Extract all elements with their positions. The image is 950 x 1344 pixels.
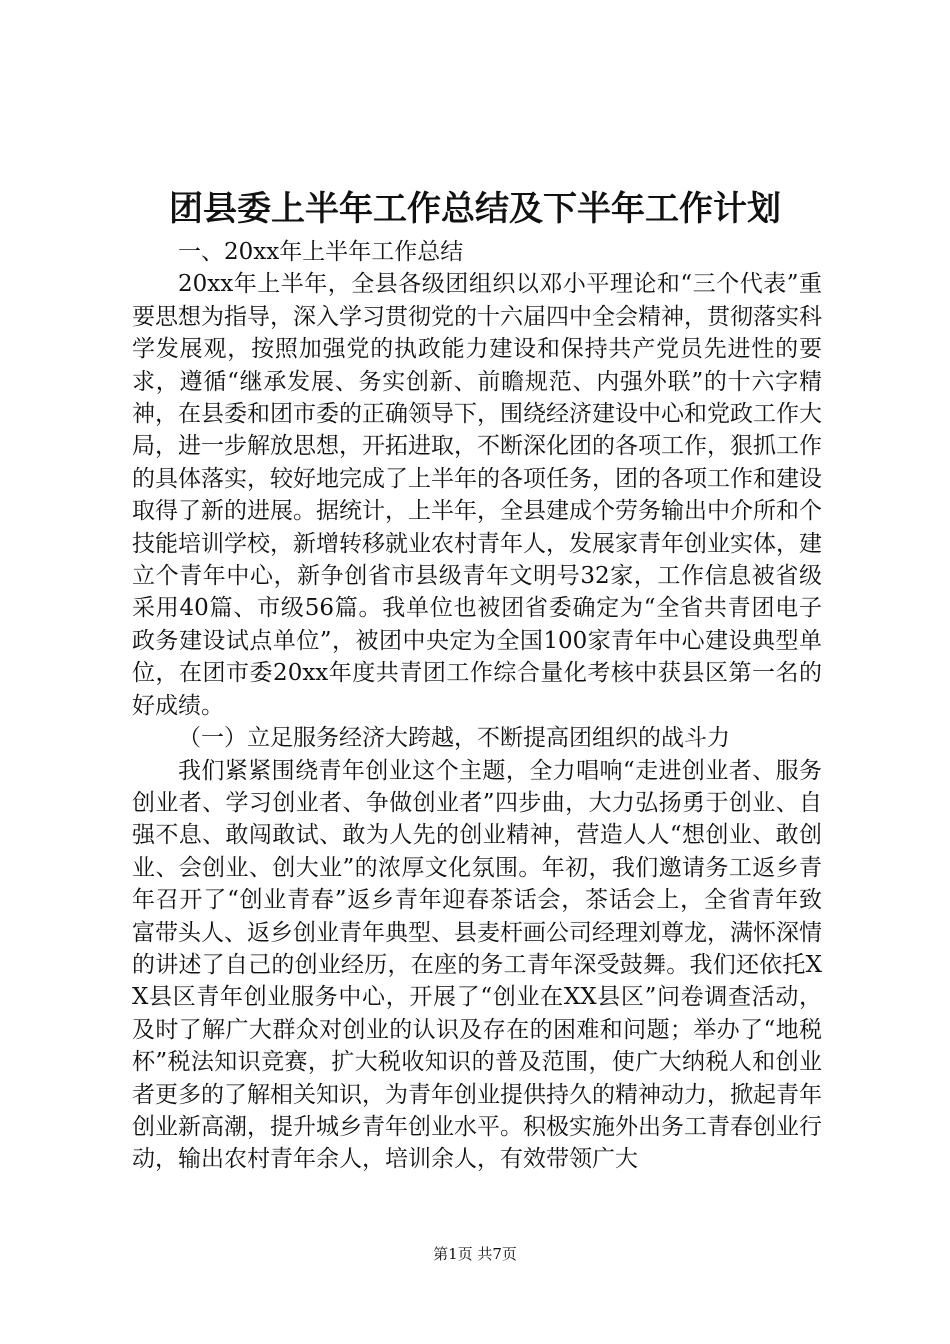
document-body xyxy=(132,236,822,1176)
body-paragraph-2: 我们紧紧围绕青年创业这个主题，全力唱响“走进创业者、服务创业者、学习创业者、争做创业者”四步曲，大力弘扬勇于创业、自强不息、敢闯敢试、敢为人先的创业精神，营造人人“想创业、敢创业、会创业、创大业”的浓厚文化氛围。年初，我们邀请务工返乡青年召开了“创业青春”返乡青年迎春茶话会，茶话会上，全省青年致富带头人、返乡创业青年典型、县麦杆画公司经理刘尊龙，满怀深情的讲述了自己的创业经历，在座的务工青年深受鼓舞。我们还依托XX县区青年创业服务中心，开展了“创业在XX县区”问卷调查活动，及时了解广大群众对创业的认识及存在的困难和问题；举办了“地税杯”税法知识竞赛，扩大税收知识的普及范围，使广大纳税人和创业者更多的了解相关知识，为青年创业提供持久的精神动力，掀起青年创业新高潮，提升城乡青年创业水平。积极实施外出务工青春创业行动，输出农村青年余人，培训余人，有效带领广大 xyxy=(132,757,822,1173)
document-title: 团县委上半年工作总结及下半年工作计划 xyxy=(169,189,781,229)
body-paragraph-1: 20xx年上半年，全县各级团组织以邓小平理论和“三个代表”重要思想为指导，深入学习贯彻党的十六届四中全会精神，贯彻落实科学发展观，按照加强党的执政能力建设和保持共产党员先进性的要求，遵循“继承发展、务实创新、前瞻规范、内强外联”的十六字精神，在县委和团市委的正确领导下，围绕经济建设中心和党政工作大局，进一步解放思想，开拓进取，不断深化团的各项工作，狠抓工作的具体落实，较好地完成了上半年的各项任务，团的各项工作和建设取得了新的进展。据统计，上半年，全县建成个劳务输出中介所和个技能培训学校，新增转移就业农村青年人，发展家青年创业实体，建立个青年中心，新争创省市县级青年文明号32家，工作信息被省级采用40篇、市级56篇。我单位也被团省委确定为“全省共青团电子政务建设试点单位”，被团中央定为全国100家青年中心建设典型单位，在团市委20xx年度共青团工作综合量化考核中获县区第一名的好成绩。 xyxy=(132,271,822,719)
subsection-heading-1: （一）立足服务经济大跨越，不断提高团组织的战斗力 xyxy=(178,725,730,752)
page-footer: 第1页 共7页 xyxy=(433,1245,517,1263)
section-heading-1: 一、20xx年上半年工作总结 xyxy=(178,239,464,265)
